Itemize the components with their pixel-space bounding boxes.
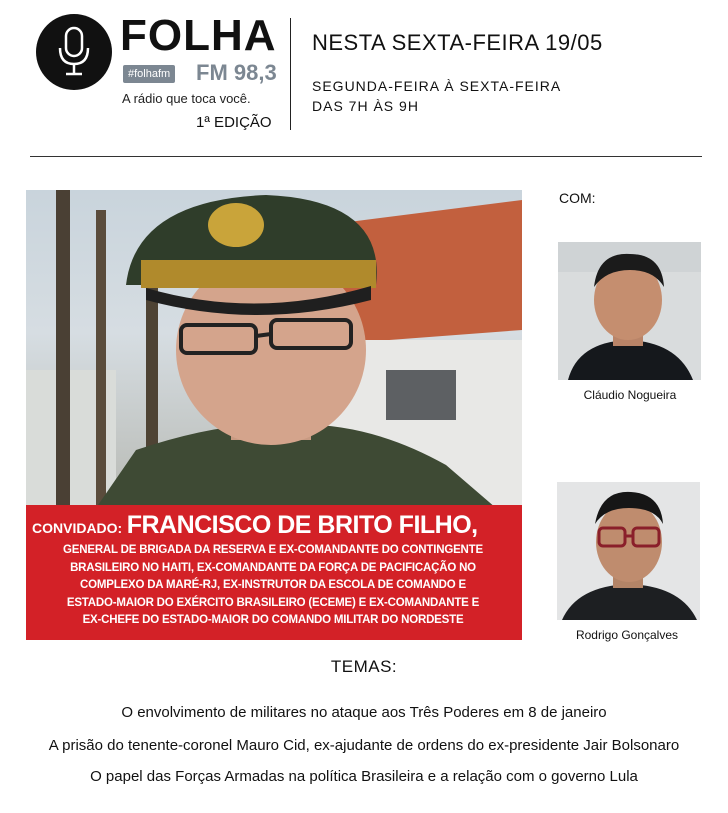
header-divider	[290, 18, 291, 130]
schedule	[312, 76, 561, 116]
guest-photo	[26, 190, 522, 508]
hosts-label: COM:	[559, 190, 596, 206]
guest-label: CONVIDADO:	[32, 520, 123, 536]
guest-description-line: BRASILEIRO NO HAITI, EX-COMANDANTE DA FORÇA DE PACIFICAÇÃO NO	[70, 561, 476, 574]
theme-item: O papel das Forças Armadas na política Brasileira e a relação com o governo Lula	[90, 768, 638, 785]
theme-item: O envolvimento de militares no ataque aos Três Poderes em 8 de janeiro	[121, 704, 607, 721]
schedule-days: SEGUNDA-FEIRA À SEXTA-FEIRA	[312, 78, 562, 94]
microphone-icon	[54, 26, 94, 78]
section-divider	[30, 156, 702, 157]
schedule-hours: DAS 7H ÀS 9H	[312, 98, 419, 114]
logo-badge	[36, 14, 112, 90]
guest-name: FRANCISCO DE BRITO FILHO,	[126, 511, 478, 539]
guest-description-line: GENERAL DE BRIGADA DA RESERVA E EX-COMANDANTE DO CONTINGENTE	[63, 544, 483, 556]
host-name: Rodrigo Gonçalves	[575, 628, 679, 642]
host-photo	[557, 482, 700, 620]
edition-label: 1ª EDIÇÃO	[196, 114, 272, 131]
guest-caption	[26, 505, 522, 640]
frequency: FM 98,3	[196, 60, 277, 85]
hashtag-badge: #folhafm	[123, 65, 175, 83]
guest-description-line: COMPLEXO DA MARÉ-RJ, EX-INSTRUTOR DA ESCOLA DE COMANDO E	[80, 579, 466, 591]
guest-description-line: EX-CHEFE DO ESTADO-MAIOR DO COMANDO MILITAR DO NORDESTE	[82, 614, 464, 626]
host-name: Cláudio Nogueira	[583, 388, 677, 402]
guest-description	[32, 542, 514, 630]
date-line: NESTA SEXTA-FEIRA 19/05	[312, 30, 603, 55]
host-photo	[558, 242, 701, 380]
slogan: A rádio que toca você.	[122, 91, 251, 106]
brand-name: FOLHA	[120, 11, 277, 60]
theme-item: A prisão do tenente-coronel Mauro Cid, ex-ajudante de ordens do ex-presidente Jair Bolsonaro	[48, 737, 680, 754]
themes-title: TEMAS:	[330, 657, 398, 676]
guest-description-line: ESTADO-MAIOR DO EXÉRCITO BRASILEIRO (ECEME) E EX-COMANDANTE E	[66, 596, 480, 609]
